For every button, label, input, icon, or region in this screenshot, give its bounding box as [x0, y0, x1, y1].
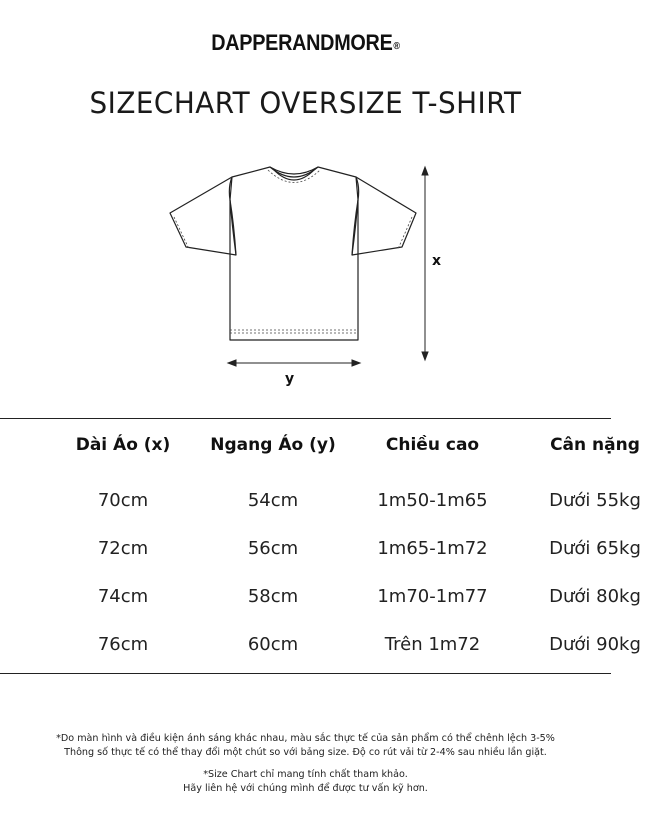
table-bottom-rule — [0, 673, 611, 674]
header-height: Chiều cao — [385, 435, 480, 455]
row2-width: 56cm — [247, 538, 299, 559]
row3-height: 1m70-1m77 — [377, 586, 488, 607]
width-label: y — [285, 371, 295, 387]
height-label: x — [432, 253, 442, 269]
row4-weight: Dưới 90kg — [549, 634, 641, 655]
left-sleeve — [170, 177, 236, 255]
row3-length: 74cm — [97, 586, 149, 607]
header-size — [0, 435, 18, 455]
header-weight: Cân nặng — [550, 435, 640, 455]
right-sleeve — [352, 177, 416, 255]
row4-height: Trên 1m72 — [384, 634, 481, 655]
row2-length: 72cm — [97, 538, 149, 559]
row2-size — [0, 538, 8, 559]
disclaimer-note-2: Thông số thực tế có thể thay đổi một chút so với bảng size. Độ co rút vải từ 2-4% sau nhiều lần giặt. — [64, 747, 547, 758]
registered-mark: ® — [393, 41, 400, 52]
shirt-body — [230, 167, 358, 340]
brand-logo — [31, 30, 581, 56]
reference-note: *Size Chart chỉ mang tính chất tham khảo. — [203, 769, 408, 780]
row1-weight: Dưới 55kg — [549, 490, 641, 511]
row2-weight: Dưới 65kg — [549, 538, 641, 559]
contact-note: Hãy liên hệ với chúng mình để được tư vấn kỹ hơn. — [183, 783, 428, 794]
row1-height: 1m50-1m65 — [377, 490, 488, 511]
header-length: Dài Áo (x) — [75, 435, 171, 455]
disclaimer-note-1: *Do màn hình và điều kiện ánh sáng khác nhau, màu sắc thực tế của sản phẩm có thể chênh lệch 3-5% — [56, 733, 555, 744]
brand-name: DAPPERANDMORE — [211, 30, 393, 55]
row3-size — [0, 586, 8, 607]
row4-width: 60cm — [247, 634, 299, 655]
row1-length: 70cm — [97, 490, 149, 511]
table-top-rule — [0, 418, 611, 419]
size-table — [0, 418, 641, 674]
height-arrow — [422, 167, 428, 360]
row1-size — [0, 490, 8, 511]
row3-width: 58cm — [247, 586, 299, 607]
row4-size — [0, 634, 8, 655]
row4-length: 76cm — [97, 634, 149, 655]
row3-weight: Dưới 80kg — [549, 586, 641, 607]
row2-height: 1m65-1m72 — [377, 538, 488, 559]
header-width: Ngang Áo (y) — [210, 435, 336, 455]
page-title: SIZECHART OVERSIZE T-SHIRT — [89, 86, 522, 120]
width-arrow — [228, 360, 360, 366]
tshirt-diagram — [160, 155, 460, 395]
row1-width: 54cm — [247, 490, 299, 511]
